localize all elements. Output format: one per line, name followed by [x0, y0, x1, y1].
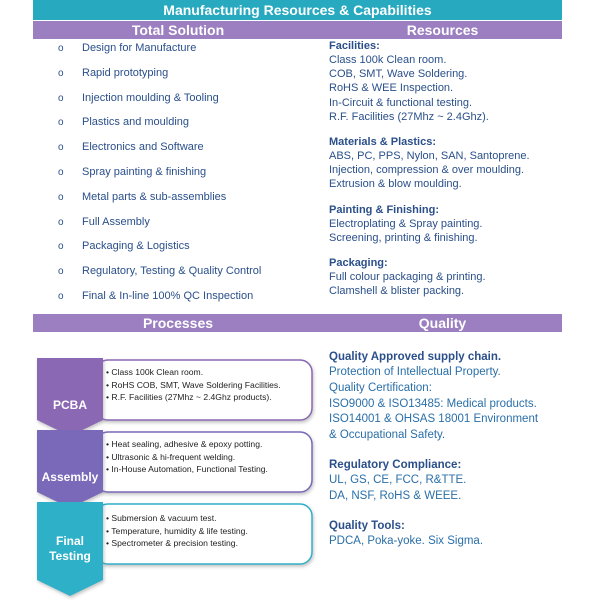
quality-line: Protection of Intellectual Property.: [329, 366, 501, 378]
solution-item: [58, 190, 261, 215]
quality-heading: Quality Approved supply chain.: [329, 351, 502, 363]
process-item: • Class 100k Clean room.: [106, 367, 204, 377]
section-bar-bottom: [33, 314, 562, 332]
resource-line: R.F. Facilities (27Mhz ~ 2.4Ghz).: [329, 110, 489, 123]
quality-line: ISO14001 & OHSAS 18001 Environment: [329, 413, 539, 426]
final-testing-items: [106, 512, 248, 550]
solution-text: Spray painting & finishing: [82, 165, 207, 178]
process-item: • RoHS COB, SMT, Wave Soldering Facilities.: [106, 379, 281, 390]
bullet-icon: o: [58, 216, 64, 228]
quality-line: DA, NSF, RoHS & WEEE.: [329, 489, 462, 502]
bullet-icon: o: [58, 290, 64, 302]
solution-item: [58, 289, 261, 314]
solution-text: Metal parts & sub-assemblies: [82, 190, 227, 203]
resource-line: Class 100k Clean room.: [329, 54, 447, 66]
quality-line: UL, GS, CE, FCC, R&TTE.: [329, 473, 467, 486]
solution-text: Electronics and Software: [82, 141, 204, 154]
quality-line: ISO9000 & ISO13485: Medical products.: [329, 397, 537, 410]
resource-heading: Facilities:: [329, 40, 380, 52]
quality-line: PDCA, Poka-yoke. Six Sigma.: [329, 534, 484, 547]
bullet-icon: o: [58, 166, 64, 178]
assembly-label: Assembly: [41, 470, 99, 484]
resource-line: Clamshell & blister packing.: [329, 285, 465, 298]
resource-line: In-Circuit & functional testing.: [329, 96, 473, 109]
resource-line: Extrusion & blow moulding.: [329, 178, 462, 191]
solution-item: [58, 239, 261, 264]
process-item: • Heat sealing, adhesive & epoxy potting.: [106, 439, 263, 449]
resource-section: [329, 204, 569, 245]
page-title: Manufacturing Resources & Capabilities: [33, 0, 562, 20]
quality-heading: Quality: [418, 315, 467, 331]
solution-item: [58, 91, 261, 116]
total-solution-heading: Total Solution: [131, 22, 225, 38]
solution-text: Design for Manufacture: [82, 42, 197, 54]
pcba-items: [106, 366, 281, 404]
resource-line: RoHS & WEE Inspection.: [329, 82, 454, 95]
process-item: • Submersion & vacuum test.: [106, 513, 217, 523]
resources-panel: [329, 40, 569, 310]
resource-line: ABS, PC, PPS, Nylon, SAN, Santoprene.: [329, 150, 530, 163]
bullet-icon: o: [58, 266, 64, 278]
resource-section: [329, 136, 569, 192]
bullet-icon: o: [58, 92, 64, 104]
resource-line: COB, SMT, Wave Soldering.: [329, 68, 468, 81]
process-item: • In-House Automation, Functional Testing.: [106, 464, 268, 474]
solution-item: [58, 140, 261, 165]
bullet-icon: o: [58, 43, 64, 54]
resource-line: Electroplating & Spray painting.: [329, 217, 483, 230]
resource-line: Full colour packaging & printing.: [329, 271, 486, 284]
process-item: • Spectrometer & precision testing.: [106, 538, 238, 548]
solution-text: Full Assembly: [82, 215, 150, 228]
solution-text: Plastics and moulding: [82, 116, 190, 129]
solution-item: [58, 165, 261, 190]
solution-text: Rapid prototyping: [82, 66, 169, 79]
solution-item: [58, 215, 261, 240]
processes-heading: Processes: [142, 315, 214, 331]
final-testing-label: Final Testing: [49, 534, 91, 563]
quality-panel: [329, 349, 579, 549]
quality-heading: Quality Tools:: [329, 519, 405, 532]
bullet-icon: o: [58, 142, 64, 154]
solution-text: Packaging & Logistics: [82, 240, 190, 253]
quality-heading: Regulatory Compliance:: [329, 458, 462, 471]
resource-section: [329, 40, 569, 124]
bullet-icon: o: [58, 67, 64, 79]
section-bar-top: [33, 21, 562, 39]
resource-line: Screening, printing & finishing.: [329, 231, 478, 244]
solution-text: Injection moulding & Tooling: [82, 91, 219, 104]
solution-text: Final & In-line 100% QC Inspection: [82, 289, 254, 302]
resource-section: [329, 257, 569, 298]
process-item: • R.F. Facilities (27Mhz ~ 2.4Ghz products).: [106, 392, 272, 402]
process-item: • Temperature, humidity & life testing.: [106, 525, 248, 536]
solution-item: [58, 41, 261, 66]
resource-line: Injection, compression & over moulding.: [329, 164, 525, 177]
pcba-chevron: [37, 358, 103, 436]
total-solution-list: [58, 41, 261, 314]
bullet-icon: o: [58, 241, 64, 253]
resource-heading: Painting & Finishing:: [329, 203, 439, 216]
pcba-label: PCBA: [52, 398, 87, 412]
resource-heading: Materials & Plastics:: [329, 136, 436, 149]
solution-item: [58, 264, 261, 289]
process-item: • Ultrasonic & hi-frequent welding.: [106, 451, 236, 462]
resource-heading: Packaging:: [329, 257, 388, 270]
solution-item: [58, 115, 261, 140]
resources-heading: Resources: [406, 22, 479, 38]
solution-item: [58, 66, 261, 91]
bullet-icon: o: [58, 117, 64, 129]
assembly-chevron: [37, 430, 103, 508]
quality-line: Quality Certification:: [329, 381, 432, 394]
assembly-items: [106, 438, 268, 476]
quality-line: & Occupational Safety.: [329, 429, 446, 442]
bullet-icon: o: [58, 191, 64, 203]
solution-text: Regulatory, Testing & Quality Control: [82, 265, 262, 278]
